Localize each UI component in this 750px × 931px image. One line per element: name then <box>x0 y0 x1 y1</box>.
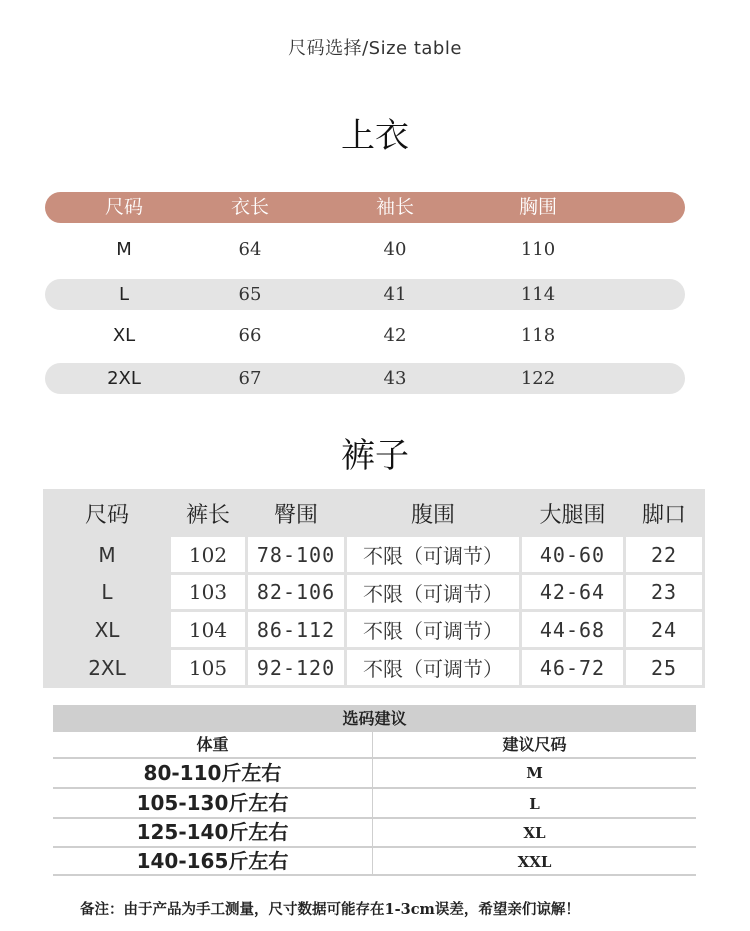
top-row-sleeve: 42 <box>383 325 407 346</box>
top-row-size: 2XL <box>107 368 141 389</box>
pants-row-waist: 不限（可调节） <box>347 575 519 609</box>
top-row-length: 64 <box>238 239 262 260</box>
top-row-chest: 110 <box>520 239 556 260</box>
pants-row-waist: 不限（可调节） <box>347 537 519 572</box>
top-row-chest: 122 <box>520 368 556 389</box>
pants-row-thigh: 42-64 <box>522 575 623 609</box>
pants-header-thigh: 大腿围 <box>522 492 623 534</box>
top-row-size: XL <box>112 325 136 346</box>
top-table-row <box>45 279 685 310</box>
recommend-title-text: 选码建议 <box>342 709 407 728</box>
pants-row-length: 102 <box>171 537 245 572</box>
pants-table <box>43 489 705 688</box>
pants-row-size: 2XL <box>46 650 168 685</box>
top-row-size: L <box>118 284 130 305</box>
top-header-length: 衣长 <box>230 196 270 218</box>
pants-header-hem: 脚口 <box>626 492 702 534</box>
pants-row-hem: 23 <box>626 575 702 609</box>
top-header-sleeve: 袖长 <box>375 196 415 218</box>
pants-row-waist: 不限（可调节） <box>347 612 519 647</box>
pants-row-thigh: 46-72 <box>522 650 623 685</box>
top-section-title: 上衣 <box>341 116 409 156</box>
top-header-size: 尺码 <box>104 196 144 218</box>
pants-header-size: 尺码 <box>46 492 168 534</box>
pants-row-hem: 22 <box>626 537 702 572</box>
recommend-header-weight: 体重 <box>196 735 229 754</box>
recommend-row-weight: 125-140斤左右 <box>136 820 289 844</box>
footnote: 备注：由于产品为手工测量，尺寸数据可能存在1-3cm误差，希望亲们谅解！ <box>80 901 580 918</box>
top-row-chest: 118 <box>520 325 556 346</box>
pants-row-size: M <box>46 537 168 572</box>
pants-row-hip: 78-100 <box>248 537 344 572</box>
pants-section-title: 裤子 <box>341 436 409 476</box>
pants-row-thigh: 44-68 <box>522 612 623 647</box>
recommend-row-size: XXL <box>517 853 552 871</box>
top-row-chest: 114 <box>520 284 556 305</box>
recommend-row-weight: 80-110斤左右 <box>143 761 282 785</box>
pants-row-hem: 25 <box>626 650 702 685</box>
top-row-length: 67 <box>238 368 262 389</box>
top-row-size: M <box>116 239 132 260</box>
recommend-row-weight: 140-165斤左右 <box>136 849 289 873</box>
recommend-row-weight: 105-130斤左右 <box>136 791 289 815</box>
pants-row-hip: 92-120 <box>248 650 344 685</box>
top-table-row <box>45 363 685 394</box>
recommend-divider <box>53 874 696 876</box>
pants-row-length: 103 <box>171 575 245 609</box>
recommend-row-size: M <box>526 764 543 782</box>
pants-row-length: 104 <box>171 612 245 647</box>
page-title: 尺码选择/Size table <box>288 38 462 59</box>
top-row-sleeve: 40 <box>383 239 407 260</box>
top-row-sleeve: 43 <box>383 368 407 389</box>
top-table-row <box>45 320 685 351</box>
pants-row-size: L <box>46 575 168 609</box>
pants-row-length: 105 <box>171 650 245 685</box>
top-table-row <box>45 234 685 265</box>
top-table-header <box>45 192 685 223</box>
top-row-length: 65 <box>238 284 262 305</box>
pants-header-hip: 臀围 <box>248 492 344 534</box>
pants-row-thigh: 40-60 <box>522 537 623 572</box>
pants-header-length: 裤长 <box>171 492 245 534</box>
pants-header-waist: 腹围 <box>347 492 519 534</box>
pants-row-hip: 86-112 <box>248 612 344 647</box>
recommend-table-title <box>53 705 696 732</box>
pants-row-waist: 不限（可调节） <box>347 650 519 685</box>
top-row-length: 66 <box>238 325 262 346</box>
top-header-chest: 胸围 <box>518 196 558 218</box>
recommend-header-size: 建议尺码 <box>502 735 567 754</box>
pants-row-size: XL <box>46 612 168 647</box>
pants-row-hip: 82-106 <box>248 575 344 609</box>
top-row-sleeve: 41 <box>383 284 407 305</box>
recommend-row-size: XL <box>523 824 546 842</box>
recommend-row-size: L <box>529 795 540 813</box>
pants-row-hem: 24 <box>626 612 702 647</box>
